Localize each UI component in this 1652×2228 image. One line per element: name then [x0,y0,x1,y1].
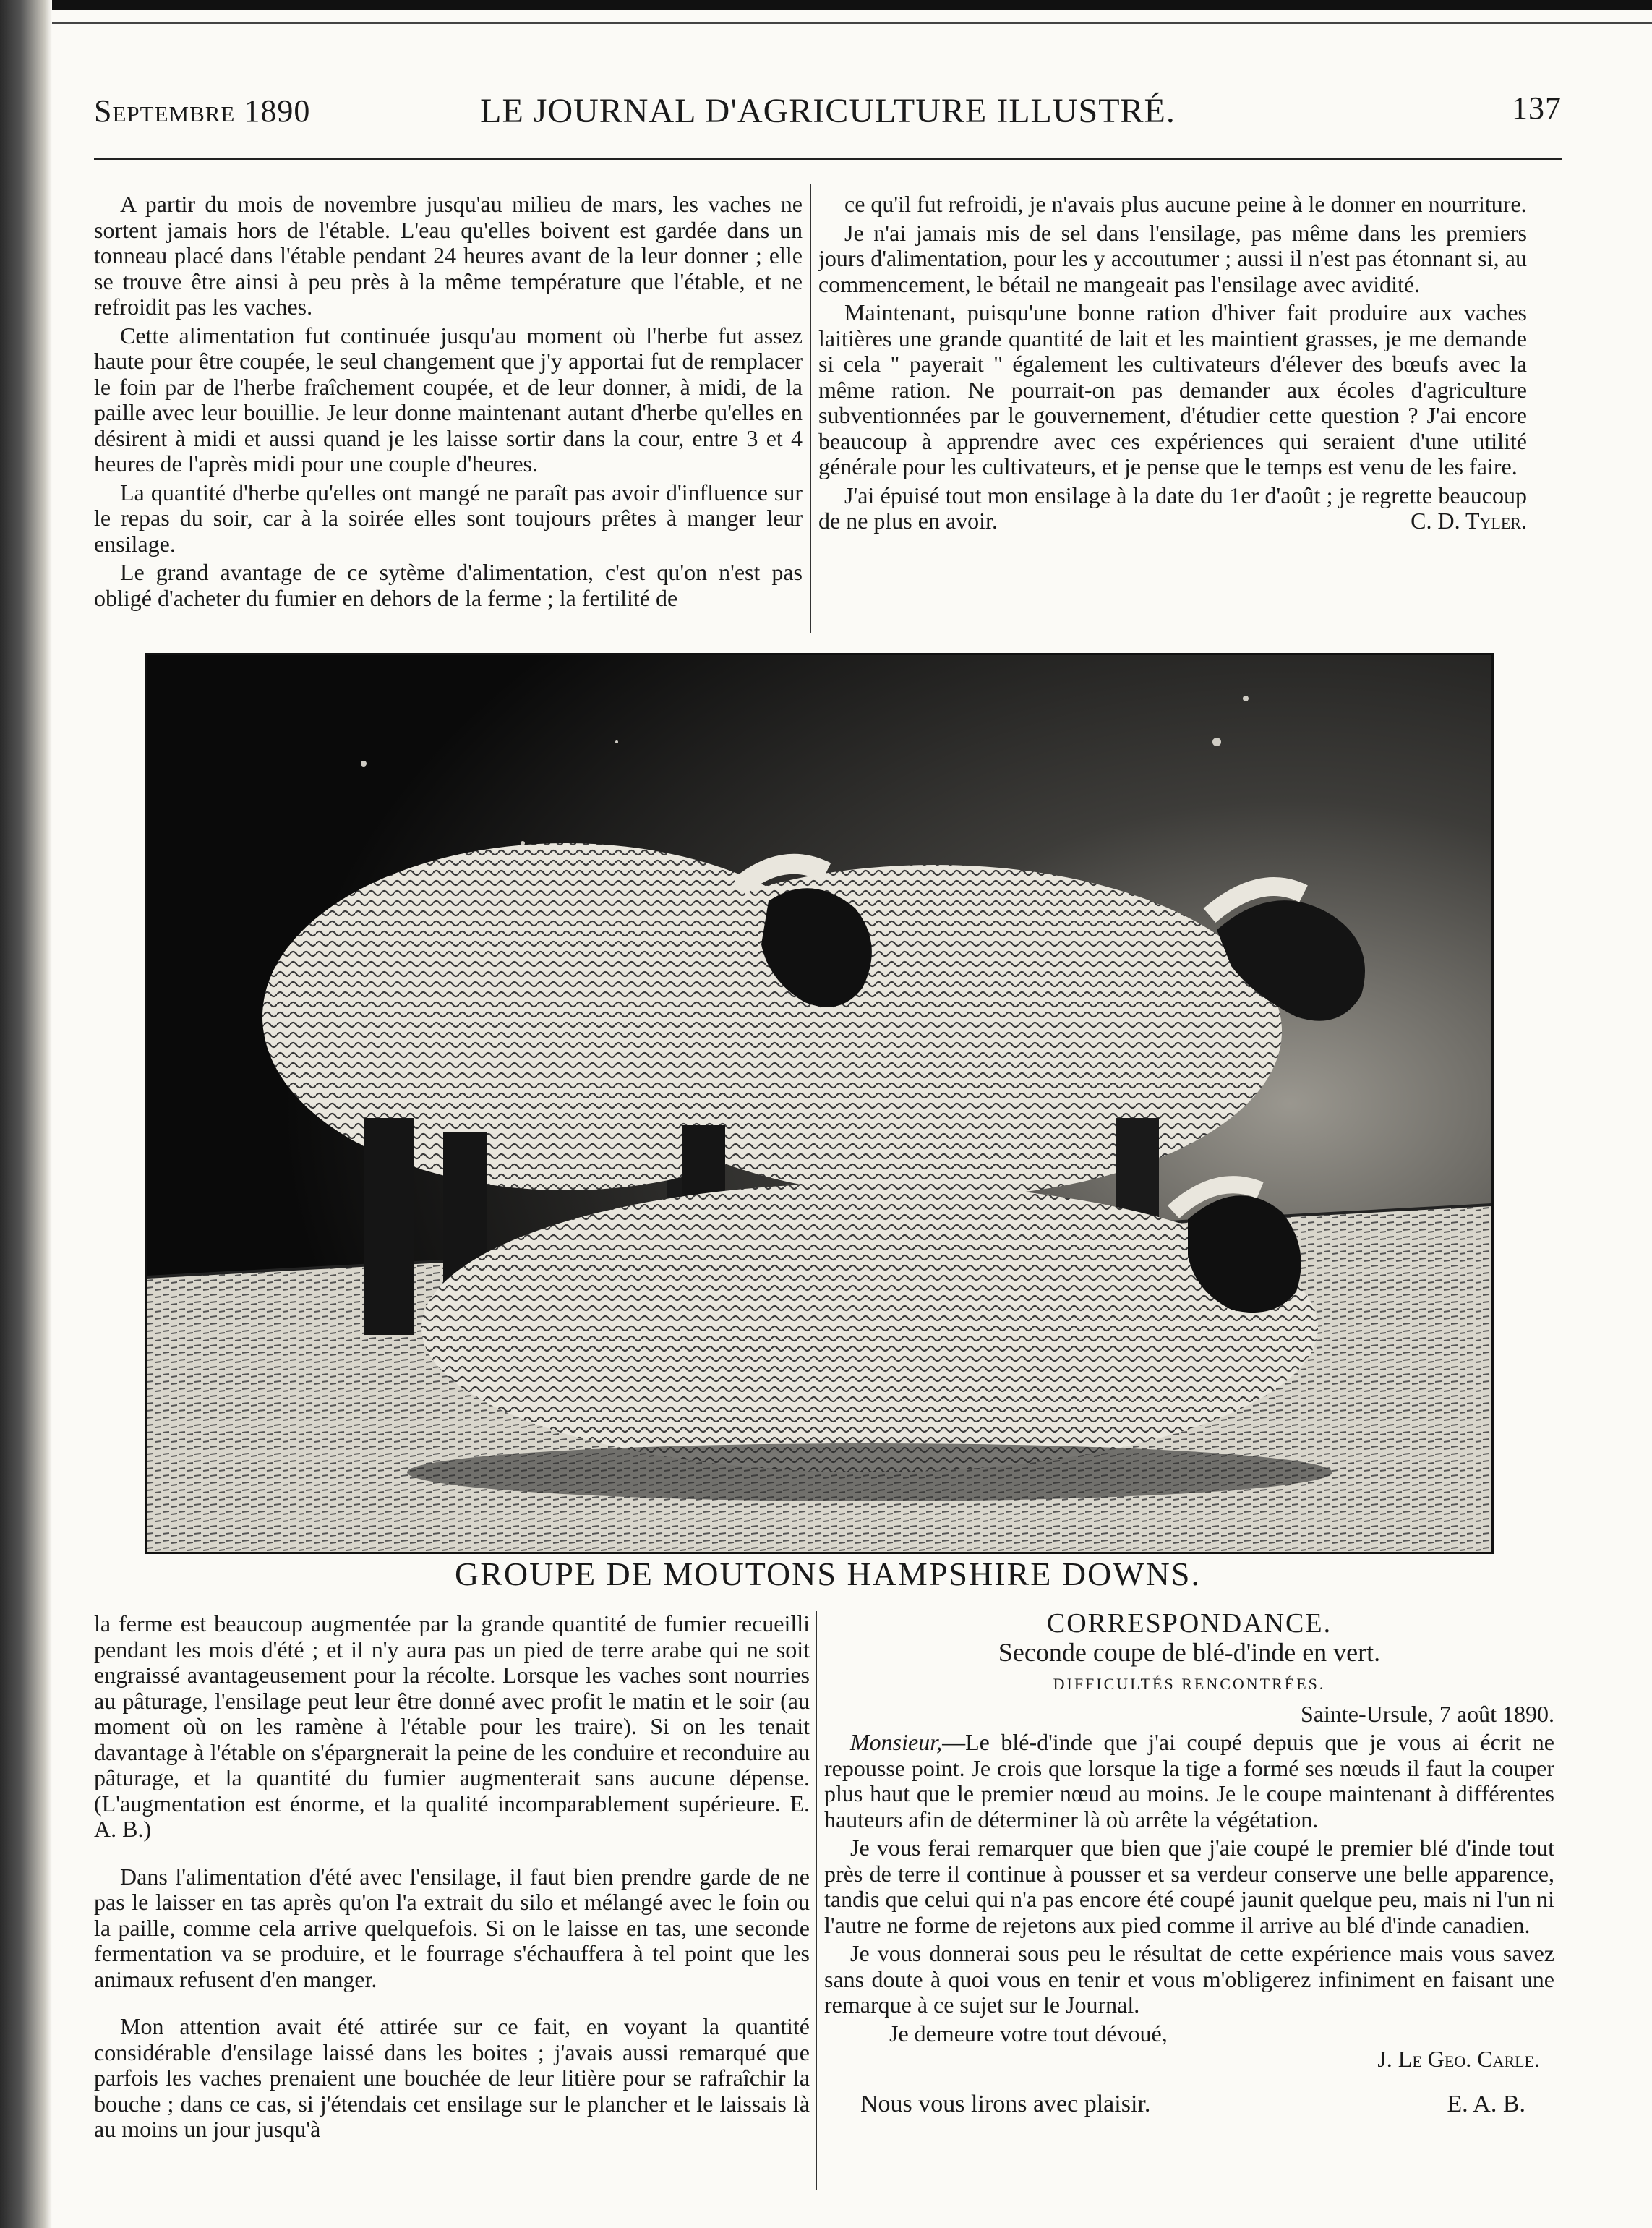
top-left-column [94,192,803,611]
book-binding-edge [0,0,52,2228]
letter-paragraph [824,1730,1554,1832]
letter-signature: J. Le Geo. Carle. [1377,2046,1540,2072]
sheep-engraving [145,653,1494,1554]
column-divider [816,1611,817,2190]
paragraph: Cette alimentation fut continuée jusqu'au moment où l'herbe fut assez haute pour être coupée, le seul changement que j'y apportai fut de remplacer le foin par de l'herbe fraîchement coupée, et de leur donner, à midi, de la paille avec leur bouillie. Je leur donne maintenant autant d'herbe qu'elles en désirent à midi et aussi quand je les laisse sortir dans la cour, entre 3 et 4 heures de l'après midi pour une couple d'heures. [94,322,803,477]
salutation: Monsieur, [850,1729,943,1755]
page-number: 137 [1512,90,1562,126]
paragraph: Je n'ai jamais mis de sel dans l'ensilage, pas même dans les premiers jours d'alimentation, pour les y accoutumer ; aussi il n'est pas étonnant si, au commencement, le bétail ne mangeait pas l'ensilage avec avidité. [818,219,1527,297]
column-divider [810,184,811,633]
place-date: Sainte-Ursule, 7 août 1890. [1300,1700,1554,1727]
closing-paragraph [818,483,1527,534]
letter-text: —Le blé-d'inde que j'ai coupé depuis que je vous ai écrit ne repousse point. Je crois que lorsque la tige a formé ses nœuds il faut la couper plus haut que le premier nœud au moins. Je le coupe maintenant à différentes hauteurs afin de déterminer là où arrête la végétation. [824,1729,1554,1832]
letter-paragraph: Je vous ferai remarquer que bien que j'aie coupé le premier blé d'inde tout près de terre il continue à pousser et sa verdeur conserve une belle apparence, tandis que celui qui n'a pas encore été coupé jaunit quelque peu, mais ni l'un ni l'autre ne forme de rejetons aux pied comme il arrive au blé d'inde canadien. [824,1835,1554,1938]
figure-caption: GROUPE DE MOUTONS HAMPSHIRE DOWNS. [455,1555,1201,1592]
paragraph: ce qu'il fut refroidi, je n'avais plus aucune peine à le donner en nourriture. [844,191,1527,217]
editor-initials: E. A. B. [1447,2090,1525,2117]
section-heading: CORRESPONDANCE. [1046,1608,1332,1639]
editor-note: Nous vous lirons avec plaisir. [860,2090,1151,2117]
paragraph: Maintenant, puisqu'une bonne ration d'hiver fait produire aux vaches laitières une grande quantité de lait et les maintient grasses, je me demande si cela " payerait " également les cultivateurs d'élever des bœufs avec la même ration. Ne pourrait-on pas demander aux écoles d'agriculture subventionnées par le gouvernement, d'étudier cette question ? J'ai encore beaucoup à apprendre avec ces expériences qui seraient d'une utilité générale pour les cultivateurs, et je pense que le temps est venu de les faire. [818,299,1527,479]
top-right-column [818,192,1527,534]
page-top-border [52,0,1652,10]
section-small-heading: DIFFICULTÉS RENCONTRÉES. [1053,1675,1326,1693]
page-top-thin-rule [52,22,1652,24]
author-signature: C. D. Tyler. [1411,508,1527,534]
correspondence-column [824,1608,1554,2117]
editor-reply [824,2091,1554,2117]
section-subheading: Seconde coupe de blé-d'inde en vert. [998,1637,1381,1667]
header-rule [94,158,1562,160]
sheep-illustration-svg [147,655,1491,1552]
paragraph: Le grand avantage de ce sytème d'alimentation, c'est qu'on n'est pas obligé d'acheter du fumier en dehors de la ferme ; la fertilité de [94,559,803,611]
paragraph: Dans l'alimentation d'été avec l'ensilage, il faut bien prendre garde de ne pas le laisser en tas après qu'on l'a extrait du silo et mélangé avec le foin ou la paille, comme cela arrive quelquefois. Si on le laisse en tas, une seconde fermentation va se produire, et le fourrage s'échauffera à tel point que les animaux refusent d'en manger. [94,1863,810,1992]
paragraph: A partir du mois de novembre jusqu'au milieu de mars, les vaches ne sortent jamais hors de l'étable. L'eau qu'elles boivent est gardée dans un tonneau placé dans l'étable pendant 24 heures avant de la leur donner ; elle se trouve être ainsi à peu près à la même température que l'étable, et ne refroidit pas les vaches. [94,191,803,320]
issue-date: Septembre 1890 [94,93,311,129]
letter-closing: Je demeure votre tout dévoué, [889,2020,1168,2046]
closing-text: J'ai épuisé tout mon ensilage à la date du 1er d'août ; je regrette beaucoup de ne plus en avoir. [818,482,1527,534]
paragraph: Mon attention avait été attirée sur ce fait, en voyant la quantité considérable d'ensilage laissé dans les boites ; j'avais aussi remarqué que parfois les vaches prenaient une bouchée de leur litière pour se rafraîchir la bouche ; dans ce cas, si j'étendais cet ensilage sur le plancher et le laissais là au moins un jour jusqu'à [94,2013,810,2142]
running-header [94,85,1562,136]
paragraph: la ferme est beaucoup augmentée par la grande quantité de fumier recueilli pendant les mois d'été ; et il n'y aura pas un pied de terre arabe qui ne soit engraissé avantageusement pour la récolte. Lorsque les vaches sont nourries au pâturage, l'ensilage peut leur être donné avec profit le matin et le soir (au moment où on les ramène à l'étable pour les traire). Si on les tenait davantage à l'étable on s'épargnerait la peine de les conduire et reconduire au pâturage, et la quantité du fumier augmenterait sans aucune dépense. (L'augmentation est énorme, et la qualité incomparablement supérieure. E. A. B.) [94,1610,810,1842]
bottom-left-column [94,1611,810,2143]
journal-title: LE JOURNAL D'AGRICULTURE ILLUSTRÉ. [480,92,1176,130]
paragraph: La quantité d'herbe qu'elles ont mangé ne paraît pas avoir d'influence sur le repas du soir, car à la soirée elles sont toujours prêtes à manger leur ensilage. [94,479,803,557]
letter-paragraph: Je vous donnerai sous peu le résultat de cette expérience mais vous savez sans doute à quoi vous en tenir et vous m'obligerez infiniment en faisant une remarque à ce sujet sur le Journal. [824,1940,1554,2018]
